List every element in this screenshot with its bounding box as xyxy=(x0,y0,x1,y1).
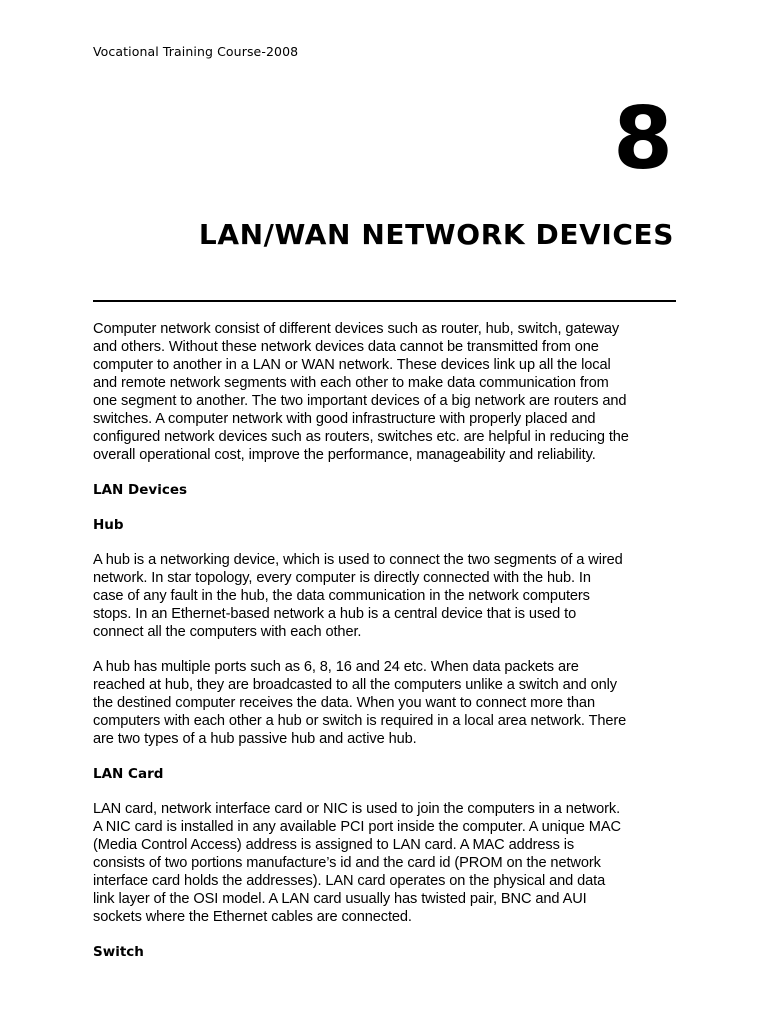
section-heading-switch: Switch xyxy=(93,944,144,960)
text-line: (Media Control Access) address is assigned to LAN card. A MAC address is xyxy=(93,837,575,853)
text-line: A hub is a networking device, which is used to connect the two segments of a wired xyxy=(93,552,623,568)
hub-paragraph-1 xyxy=(93,551,677,641)
hub-paragraph-2 xyxy=(93,658,677,748)
section-heading-lan-devices: LAN Devices xyxy=(93,482,188,498)
lan-card-paragraph xyxy=(93,800,677,926)
text-line: and remote network segments with each other to make data communication from xyxy=(93,375,609,391)
text-line: reached at hub, they are broadcasted to all the computers unlike a switch and only xyxy=(93,677,617,693)
text-line: computer to another in a LAN or WAN network. These devices link up all the local xyxy=(93,357,611,373)
text-line: switches. A computer network with good infrastructure with properly placed and xyxy=(93,411,596,427)
text-line: LAN card, network interface card or NIC is used to join the computers in a network. xyxy=(93,801,621,817)
intro-paragraph xyxy=(93,320,677,464)
document-body xyxy=(93,320,677,978)
text-line: sockets where the Ethernet cables are connected. xyxy=(93,909,412,925)
text-line: computers with each other a hub or switch is required in a local area network. There xyxy=(93,713,627,729)
title-divider xyxy=(93,300,676,302)
text-line: stops. In an Ethernet-based network a hub is a central device that is used to xyxy=(93,606,577,622)
text-line: interface card holds the addresses). LAN card operates on the physical and data xyxy=(93,873,606,889)
text-line: A NIC card is installed in any available PCI port inside the computer. A unique MAC xyxy=(93,819,621,835)
text-line: are two types of a hub passive hub and active hub. xyxy=(93,731,417,747)
chapter-title: LAN/WAN NETWORK DEVICES xyxy=(198,218,674,251)
text-line: the destined computer receives the data. When you want to connect more than xyxy=(93,695,595,711)
text-line: case of any fault in the hub, the data communication in the network computers xyxy=(93,588,590,604)
text-line: configured network devices such as routers, switches etc. are helpful in reducing the xyxy=(93,429,629,445)
section-heading-lan-card: LAN Card xyxy=(93,766,164,782)
text-line: A hub has multiple ports such as 6, 8, 16 and 24 etc. When data packets are xyxy=(93,659,579,675)
text-line: link layer of the OSI model. A LAN card usually has twisted pair, BNC and AUI xyxy=(93,891,587,907)
text-line: connect all the computers with each other. xyxy=(93,624,362,640)
text-line: consists of two portions manufacture’s id and the card id (PROM on the network xyxy=(93,855,601,871)
text-line: network. In star topology, every computer is directly connected with the hub. In xyxy=(93,570,591,586)
text-line: one segment to another. The two important devices of a big network are routers and xyxy=(93,393,627,409)
running-header: Vocational Training Course-2008 xyxy=(93,44,299,59)
text-line: and others. Without these network devices data cannot be transmitted from one xyxy=(93,339,599,355)
chapter-number: 8 xyxy=(613,89,673,189)
text-line: Computer network consist of different devices such as router, hub, switch, gateway xyxy=(93,321,620,337)
text-line: overall operational cost, improve the performance, manageability and reliability. xyxy=(93,447,596,463)
section-heading-hub: Hub xyxy=(93,517,124,533)
